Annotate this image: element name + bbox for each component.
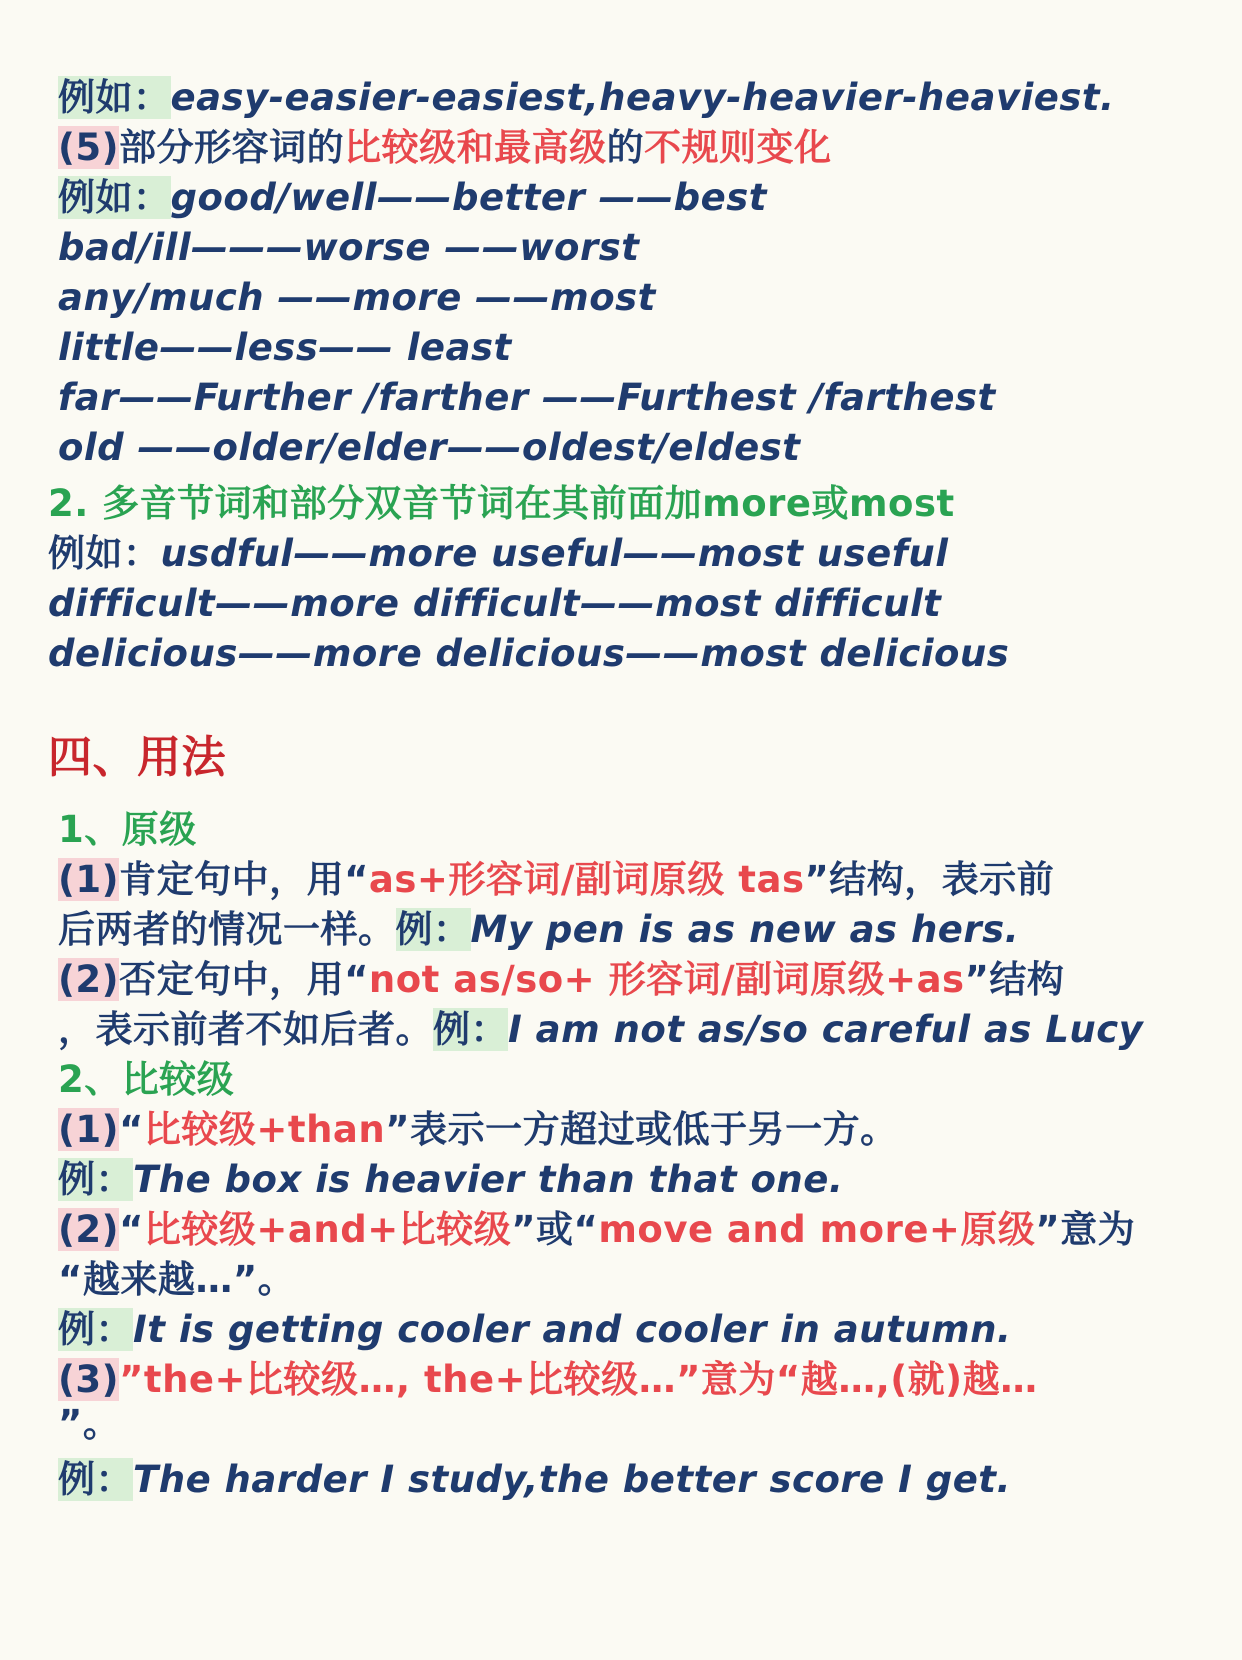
rule-number: (2)	[58, 1208, 120, 1251]
rule-text: ”表示一方超过或低于另一方。	[385, 1108, 898, 1151]
usage-rule-line	[58, 1006, 1143, 1054]
usage-rule-line	[58, 956, 1064, 1004]
rule-number: (3)	[58, 1358, 120, 1401]
rule-formula: ”the+比较级…, the+比较级…”意为“越…,(就)越…	[119, 1358, 1038, 1401]
rule-text: 后两者的情况一样。	[58, 908, 396, 951]
usage-rule-line	[58, 906, 1019, 954]
comparative-example-line	[58, 1456, 1011, 1504]
rule-text: 的	[606, 126, 645, 169]
irregular-example-line	[58, 174, 767, 222]
example-marker: 例如：	[58, 76, 171, 119]
example-marker: 例：	[433, 1008, 508, 1051]
comparative-example-line	[58, 1156, 843, 1204]
rule-text: ，表示前者不如后者。	[58, 1008, 433, 1051]
comparative-rule-line	[58, 1106, 898, 1154]
usage-heading: 四、用法	[48, 732, 226, 783]
rule-number: (1)	[58, 858, 120, 901]
example-text: The harder I study,the better score I get.	[133, 1458, 1012, 1501]
rule-text: ”结构，表示前	[804, 858, 1055, 901]
example-text: It is getting cooler and cooler in autumn.	[133, 1308, 1012, 1351]
positive-degree-heading: 1、原级	[58, 808, 197, 851]
example-marker: 例：	[58, 1458, 133, 1501]
irregular-form-line: bad/ill———worse ——worst	[58, 226, 640, 269]
comparative-heading: 2、比较级	[58, 1058, 235, 1101]
rule-formula: 比较级+and+比较级	[143, 1208, 512, 1251]
example-marker: 例：	[58, 1158, 133, 1201]
rule-number: (1)	[58, 1108, 120, 1151]
comparative-rule-line	[58, 1206, 1135, 1254]
example-text: good/well——better ——best	[170, 176, 767, 219]
irregular-form-line: old ——older/elder——oldest/eldest	[58, 426, 801, 469]
example-text: easy-easier-easiest,heavy-heavier-heaviest.	[170, 76, 1115, 119]
example-marker: 例：	[395, 908, 471, 951]
rule-5-line	[58, 124, 832, 172]
irregular-form-line: any/much ——more ——most	[58, 276, 656, 319]
rule-text: 部分形容词的	[119, 126, 345, 169]
example-text: I am not as/so careful as Lucy	[508, 1008, 1144, 1051]
example-marker: 例如：	[58, 176, 171, 219]
rule-text: ”结构	[964, 958, 1065, 1001]
multisyllable-form-line: delicious——more delicious——most delicious	[48, 632, 1010, 675]
irregular-form-line: far——Further /farther ——Furthest /farthest	[58, 376, 996, 419]
example-text: My pen is as new as hers.	[470, 908, 1020, 951]
irregular-form-line: little——less—— least	[58, 326, 512, 369]
multisyllable-example-line	[48, 530, 948, 578]
example-marker: 例如：	[48, 532, 161, 575]
example-marker: 例：	[58, 1308, 133, 1351]
example-text: The box is heavier than that one.	[133, 1158, 844, 1201]
rule-number: (5)	[58, 126, 120, 169]
comparative-rule-continuation: ”。	[58, 1402, 121, 1445]
rule-formula: move and more+原级	[598, 1208, 1036, 1251]
usage-rule-line	[58, 856, 1054, 904]
comparative-rule-continuation: “越来越…”。	[58, 1258, 296, 1301]
comparative-rule-line	[58, 1356, 1038, 1404]
section-2-heading: 2. 多音节词和部分双音节词在其前面加more或most	[48, 482, 955, 525]
rule-text: 否定句中，用“	[119, 958, 369, 1001]
rule-text: ”或“	[511, 1208, 599, 1251]
rule-text: “	[119, 1208, 144, 1251]
rule-number: (2)	[58, 958, 120, 1001]
rule-formula: not as/so+ 形容词/副词原级+as	[368, 958, 965, 1001]
rule-text: ”意为	[1035, 1208, 1136, 1251]
rule-formula: as+形容词/副词原级 tas	[368, 858, 805, 901]
comparative-example-line	[58, 1306, 1012, 1354]
rule-emphasis: 比较级和最高级	[344, 126, 607, 169]
rule-formula: 比较级+than	[143, 1108, 386, 1151]
example-regular-line	[58, 74, 1115, 122]
rule-text: “	[119, 1108, 144, 1151]
rule-text: 肯定句中，用“	[119, 858, 369, 901]
multisyllable-form-line: difficult——more difficult——most difficult	[48, 582, 942, 625]
example-text: usdful——more useful——most useful	[160, 532, 949, 575]
rule-emphasis: 不规则变化	[644, 126, 832, 169]
